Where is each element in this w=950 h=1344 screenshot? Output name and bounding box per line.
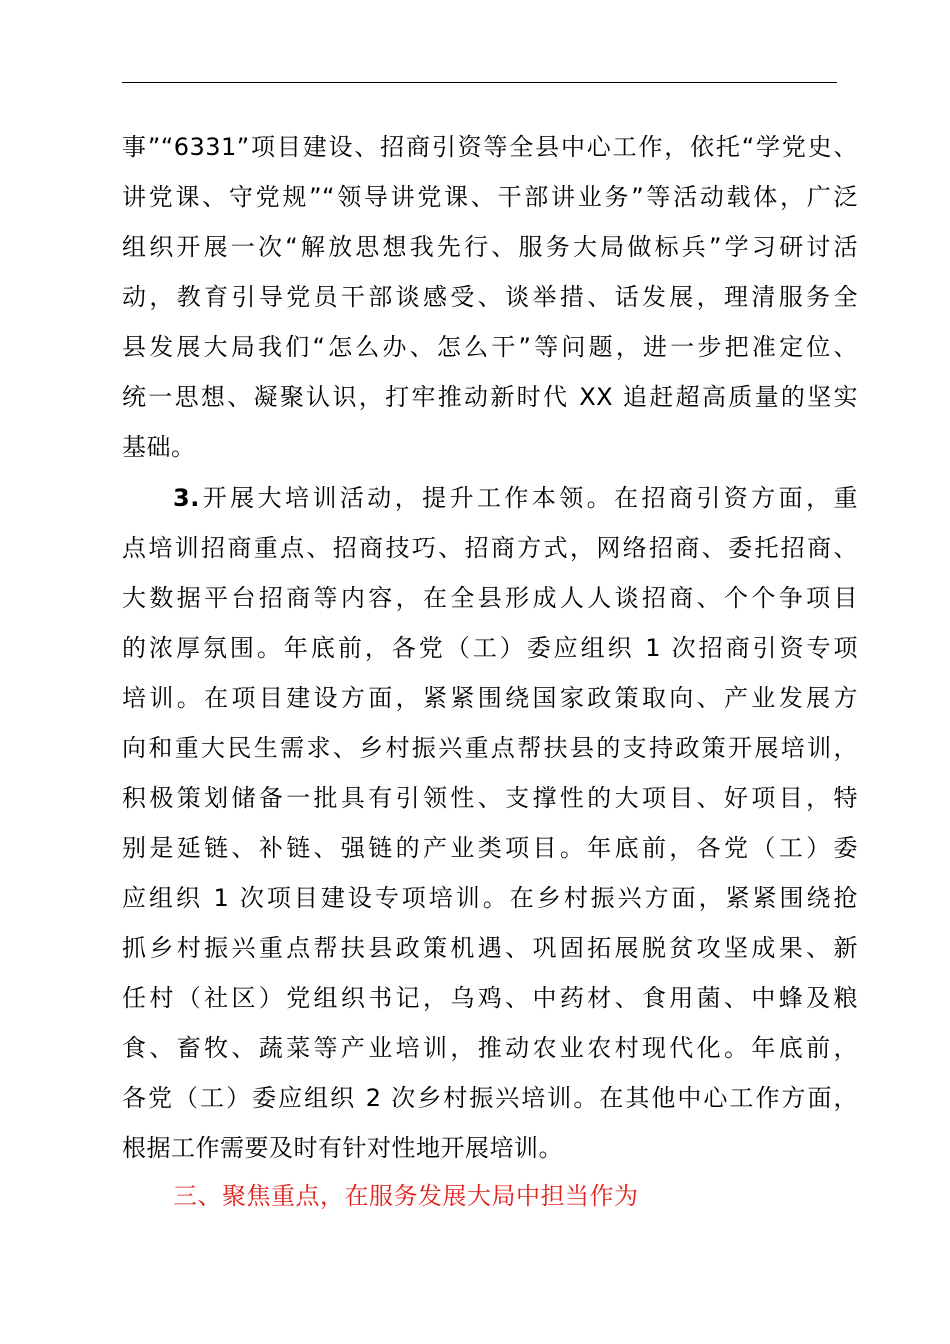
text-line: 基础。 xyxy=(122,433,196,461)
text-line: 向和重大民生需求、乡村振兴重点帮扶县的支持政策开展培训， xyxy=(122,734,858,762)
text-line: 点培训招商重点、招商技巧、招商方式，网络招商、委托招商、 xyxy=(122,534,858,562)
text-line: 讲党课、守党规”“领导讲党课、干部讲业务”等活动载体，广泛 xyxy=(122,183,858,211)
text-line: 应组织 1 次项目建设专项培训。在乡村振兴方面，紧紧围绕抢 xyxy=(122,884,858,912)
text-line: 抓乡村振兴重点帮扶县政策机遇、巩固拓展脱贫攻坚成果、新 xyxy=(122,934,858,962)
text-line: 县发展大局我们“怎么办、怎么干”等问题，进一步把准定位、 xyxy=(122,333,858,361)
header-rule xyxy=(122,82,837,83)
text-line: 统一思想、凝聚认识，打牢推动新时代 XX 追赶超高质量的坚实 xyxy=(122,383,858,411)
item-number: 3. xyxy=(173,484,200,512)
text-line: 动，教育引导党员干部谈感受、谈举措、话发展，理清服务全 xyxy=(122,283,858,311)
text-line: 大数据平台招商等内容，在全县形成人人谈招商、个个争项目 xyxy=(122,584,858,612)
text-line: 任村（社区）党组织书记，乌鸡、中药材、食用菌、中蜂及粮 xyxy=(122,984,858,1012)
text-line: 的浓厚氛围。年底前，各党（工）委应组织 1 次招商引资专项 xyxy=(122,634,858,662)
text-line: 根据工作需要及时有针对性地开展培训。 xyxy=(122,1134,563,1162)
first-line-text: 开展大培训活动，提升工作本领。在招商引资方面，重 xyxy=(199,484,858,512)
paragraph-3-first-line xyxy=(173,478,858,518)
text-line: 培训。在项目建设方面，紧紧围绕国家政策取向、产业发展方 xyxy=(122,684,858,712)
text-line: 事”“6331”项目建设、招商引资等全县中心工作，依托“学党史、 xyxy=(122,133,858,161)
text-line: 食、畜牧、蔬菜等产业培训，推动农业农村现代化。年底前， xyxy=(122,1034,858,1062)
text-line: 组织开展一次“解放思想我先行、服务大局做标兵”学习研讨活 xyxy=(122,233,858,261)
text-line: 积极策划储备一批具有引领性、支撑性的大项目、好项目，特 xyxy=(122,784,858,812)
section-heading: 三、聚焦重点，在服务发展大局中担当作为 xyxy=(173,1182,639,1210)
text-line: 别是延链、补链、强链的产业类项目。年底前，各党（工）委 xyxy=(122,834,858,862)
text-line: 各党（工）委应组织 2 次乡村振兴培训。在其他中心工作方面， xyxy=(122,1084,858,1112)
